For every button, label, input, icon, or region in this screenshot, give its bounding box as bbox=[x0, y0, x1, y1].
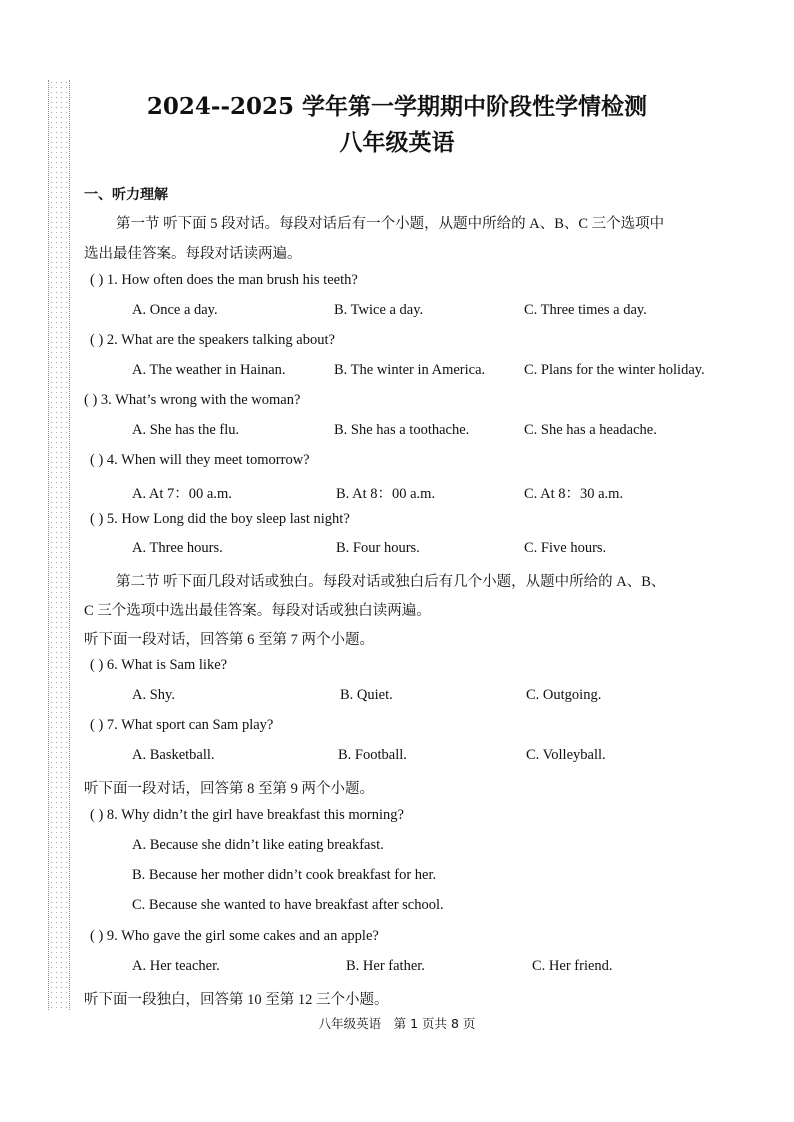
question-text: 2. What are the speakers talking about? bbox=[106, 332, 335, 348]
answer-bracket[interactable]: ( ) bbox=[90, 928, 104, 944]
question-text: 3. What’s wrong with the woman? bbox=[100, 392, 301, 408]
instruction-q8-q9: 听下面一段对话，回答第 8 至第 9 两个小题。 bbox=[84, 781, 374, 797]
answer-bracket[interactable]: ( ) bbox=[90, 452, 104, 468]
exam-title: 2024--2025 学年第一学期期中阶段性学情检测 bbox=[146, 93, 648, 120]
q9-option-c: C. Her friend. bbox=[532, 958, 613, 974]
question-1 bbox=[90, 272, 358, 289]
q2-option-b: B. The winter in America. bbox=[334, 362, 486, 378]
question-text: 8. Why didn’t the girl have breakfast this morning? bbox=[106, 807, 404, 823]
answer-bracket[interactable]: ( ) bbox=[90, 272, 104, 288]
instruction-q6-q7: 听下面一段对话，回答第 6 至第 7 两个小题。 bbox=[84, 632, 374, 648]
q2-option-c: C. Plans for the winter holiday. bbox=[524, 362, 705, 378]
q4-option-b: B. At 8：00 a.m. bbox=[336, 486, 436, 502]
answer-bracket[interactable]: ( ) bbox=[90, 717, 104, 733]
q3-option-c: C. She has a headache. bbox=[524, 422, 657, 438]
question-8 bbox=[90, 807, 404, 824]
q2-option-a: A. The weather in Hainan. bbox=[132, 362, 286, 378]
part2-intro-line1: 第二节 听下面几段对话或独白。每段对话或独白后有几个小题，从题中所给的 A、B、 bbox=[116, 574, 666, 590]
question-9 bbox=[90, 928, 379, 945]
answer-bracket[interactable]: ( ) bbox=[90, 657, 104, 673]
answer-bracket[interactable]: ( ) bbox=[90, 807, 104, 823]
question-5 bbox=[90, 511, 350, 528]
answer-bracket[interactable]: ( ) bbox=[90, 332, 104, 348]
part2-intro-line2: C 三个选项中选出最佳答案。每段对话或独白读两遍。 bbox=[84, 603, 431, 619]
q8-option-a: A. Because she didn’t like eating breakfast. bbox=[132, 837, 384, 853]
binding-margin-strip bbox=[48, 80, 70, 1010]
q1-option-b: B. Twice a day. bbox=[334, 302, 424, 318]
question-text: 1. How often does the man brush his teeth? bbox=[106, 272, 358, 288]
q3-option-b: B. She has a toothache. bbox=[334, 422, 470, 438]
page-footer: 八年级英语 第 1 页共 8 页 bbox=[318, 1016, 476, 1031]
question-6 bbox=[90, 657, 227, 674]
part1-intro-line2: 选出最佳答案。每段对话读两遍。 bbox=[84, 246, 302, 262]
q5-option-a: A. Three hours. bbox=[132, 540, 223, 556]
q8-option-b: B. Because her mother didn’t cook breakfast for her. bbox=[132, 867, 437, 883]
q4-option-a: A. At 7：00 a.m. bbox=[132, 486, 232, 502]
answer-bracket[interactable]: ( ) bbox=[90, 511, 104, 527]
question-text: 9. Who gave the girl some cakes and an apple? bbox=[106, 928, 379, 944]
q9-option-a: A. Her teacher. bbox=[132, 958, 220, 974]
q6-option-b: B. Quiet. bbox=[340, 687, 393, 703]
q8-option-c: C. Because she wanted to have breakfast after school. bbox=[132, 897, 444, 913]
q9-option-b: B. Her father. bbox=[346, 958, 425, 974]
question-text: 4. When will they meet tomorrow? bbox=[106, 452, 310, 468]
instruction-q10-q12: 听下面一段独白，回答第 10 至第 12 三个小题。 bbox=[84, 992, 389, 1008]
question-3 bbox=[84, 392, 300, 409]
question-text: 5. How Long did the boy sleep last night? bbox=[106, 511, 350, 527]
q7-option-b: B. Football. bbox=[338, 747, 407, 763]
q6-option-a: A. Shy. bbox=[132, 687, 175, 703]
q1-option-a: A. Once a day. bbox=[132, 302, 218, 318]
q1-option-c: C. Three times a day. bbox=[524, 302, 647, 318]
question-text: 7. What sport can Sam play? bbox=[106, 717, 274, 733]
question-7 bbox=[90, 717, 273, 734]
q5-option-b: B. Four hours. bbox=[336, 540, 420, 556]
section-heading-listening: 一、听力理解 bbox=[84, 187, 168, 203]
question-text: 6. What is Sam like? bbox=[106, 657, 228, 673]
q4-option-c: C. At 8：30 a.m. bbox=[524, 486, 624, 502]
part1-intro-line1: 第一节 听下面 5 段对话。每段对话后有一个小题，从题中所给的 A、B、C 三个选项中 bbox=[116, 216, 665, 232]
answer-bracket[interactable]: ( ) bbox=[84, 392, 98, 408]
q7-option-c: C. Volleyball. bbox=[526, 747, 606, 763]
question-4 bbox=[90, 452, 310, 469]
q3-option-a: A. She has the flu. bbox=[132, 422, 240, 438]
question-2 bbox=[90, 332, 335, 349]
exam-subject: 八年级英语 bbox=[339, 129, 455, 156]
q5-option-c: C. Five hours. bbox=[524, 540, 607, 556]
q7-option-a: A. Basketball. bbox=[132, 747, 215, 763]
q6-option-c: C. Outgoing. bbox=[526, 687, 602, 703]
